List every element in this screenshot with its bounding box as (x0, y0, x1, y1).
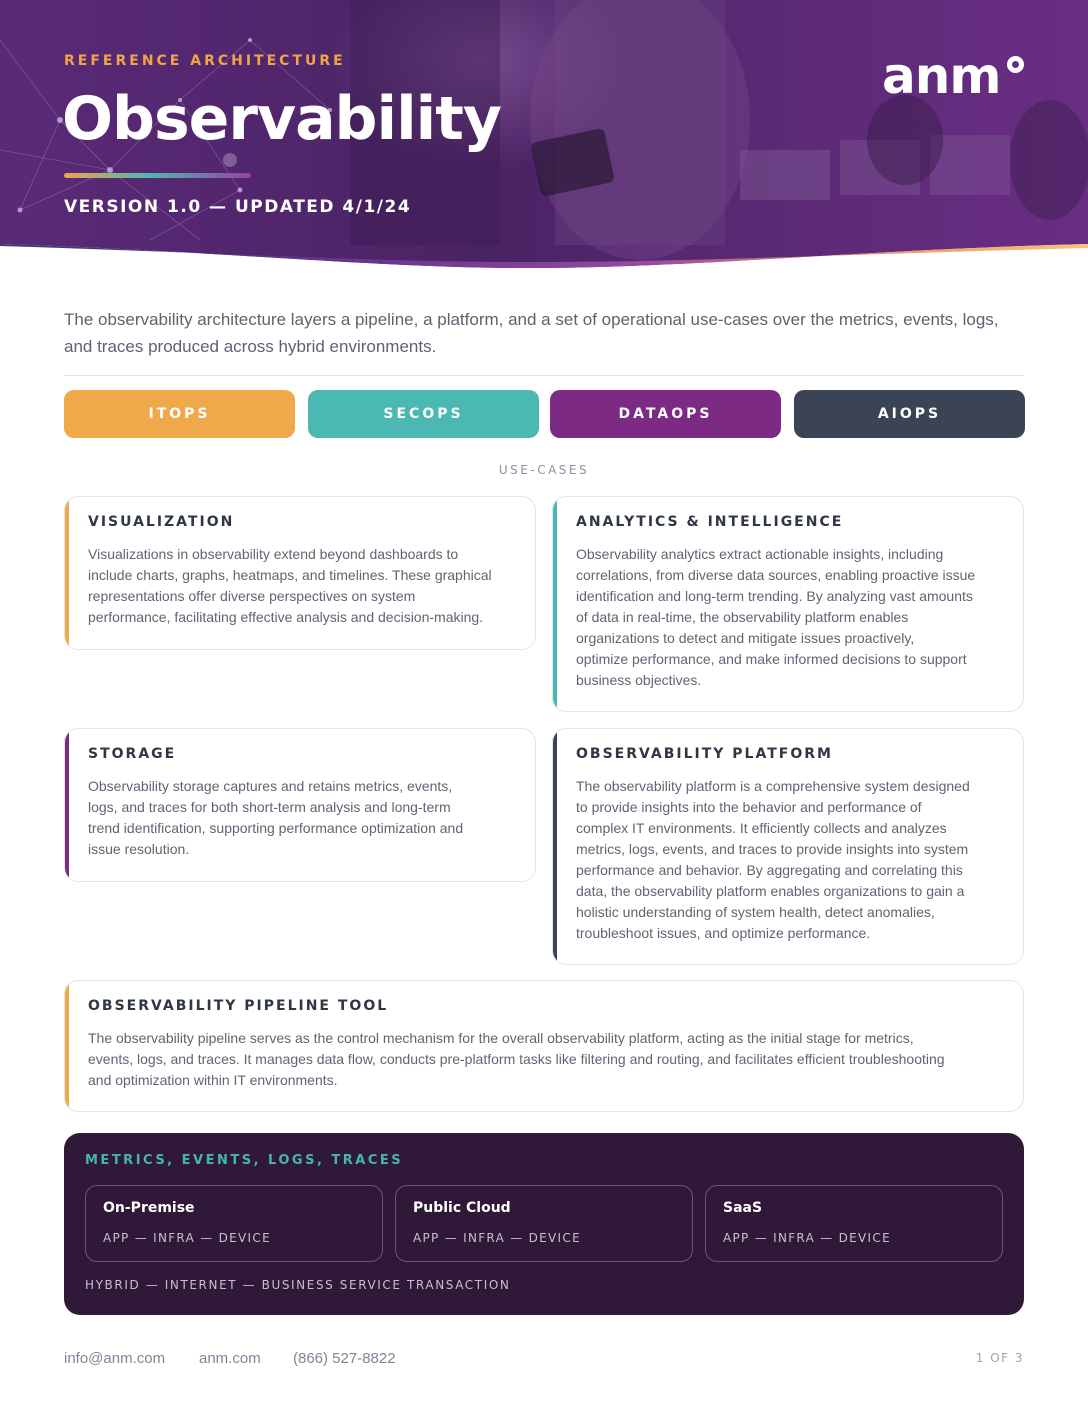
page-number: 1 OF 3 (975, 1351, 1024, 1365)
logo-dot-icon (1007, 56, 1024, 73)
card-observability-pipeline-tool (64, 980, 1024, 1112)
card-body: The observability pipeline serves as the control mechanism for the overall observability platform, acting as the initial stage for metrics, events, logs, and traces. It manages data flow, conducts pre-platform tasks like filtering and routing, and facilitates efficient troubleshooting and optimization within IT environments. (88, 1030, 945, 1088)
panel-footer-text: HYBRID — INTERNET — BUSINESS SERVICE TRANSACTION (85, 1278, 511, 1292)
env-layers: APP — INFRA — DEVICE (103, 1231, 271, 1245)
card-accent-bar (65, 981, 69, 1111)
env-name: SaaS (723, 1200, 763, 1216)
env-layers: APP — INFRA — DEVICE (723, 1231, 891, 1245)
card-accent-bar (553, 497, 557, 711)
env-layers: APP — INFRA — DEVICE (413, 1231, 581, 1245)
env-public-cloud (395, 1185, 693, 1262)
use-cases-label: USE-CASES (498, 463, 590, 477)
version-label: VERSION 1.0 — UPDATED 4/1/24 (64, 197, 412, 217)
panel-title: METRICS, EVENTS, LOGS, TRACES (85, 1153, 404, 1168)
footer-website-link[interactable]: anm.com (199, 1350, 261, 1367)
card-body: Visualizations in observability extend beyond dashboards to include charts, graphs, heatmaps, and timelines. These graphical representations offer diverse perspectives on system performance, facilitating effective analysis and decision-making. (88, 546, 492, 625)
card-accent-bar (65, 497, 69, 649)
card-analytics-intelligence (552, 496, 1024, 712)
env-saas (705, 1185, 1003, 1262)
card-title: ANALYTICS & INTELLIGENCE (576, 514, 844, 530)
card-title: VISUALIZATION (88, 514, 235, 530)
card-body: The observability platform is a comprehensive system designed to provide insights into the behavior and performance of complex IT environments. It efficiently collects and analyzes metrics, logs, events, and traces to provide insights into system performance and behavior. By aggregating and correlating this data, the observability platform enables organizations to gain a holistic understanding of system health, detect anomalies, troubleshoot issues, and optimize performance. (576, 778, 970, 941)
card-body: Observability analytics extract actionable insights, including correlations, from diverse data sources, enabling proactive issue identification and long-term trending. By analyzing vast amounts of data in real-time, the observability platform enables organizations to detect and mitigate issues proactively, optimize performance, and make informed decisions to support business objectives. (576, 546, 976, 688)
env-name: On-Premise (103, 1200, 195, 1216)
section-divider (64, 375, 1024, 376)
hero-banner (0, 0, 1088, 270)
eyebrow-label: REFERENCE ARCHITECTURE (64, 53, 346, 69)
intro-paragraph: The observability architecture layers a pipeline, a platform, and a set of operational use-cases over the metrics, events, logs, and traces produced across hybrid environments. (64, 310, 999, 356)
anm-logo (882, 47, 1028, 105)
card-accent-bar (553, 729, 557, 964)
card-visualization (64, 496, 536, 650)
data-sources-panel (64, 1133, 1024, 1315)
card-title: STORAGE (88, 746, 177, 762)
env-name: Public Cloud (413, 1200, 511, 1216)
card-observability-platform (552, 728, 1024, 965)
title-underline (64, 173, 251, 178)
pill-aiops[interactable]: AIOPS (794, 390, 1025, 438)
pill-itops[interactable]: ITOPS (64, 390, 295, 438)
card-body: Observability storage captures and retains metrics, events, logs, and traces for both short-term analysis and long-term trend identification, supporting performance optimization and issue resolution. (88, 778, 464, 857)
footer-phone-link[interactable]: (866) 527-8822 (293, 1350, 396, 1367)
pill-secops[interactable]: SECOPS (308, 390, 539, 438)
card-accent-bar (65, 729, 69, 881)
logo-wordmark: anm (882, 47, 1001, 105)
env-on-premise (85, 1185, 383, 1262)
footer-email-link[interactable]: info@anm.com (64, 1350, 166, 1367)
pill-dataops[interactable]: DATAOPS (550, 390, 781, 438)
card-storage (64, 728, 536, 882)
card-title: OBSERVABILITY PLATFORM (576, 746, 833, 762)
card-title: OBSERVABILITY PIPELINE TOOL (88, 998, 389, 1014)
page-title: Observability (62, 84, 501, 154)
